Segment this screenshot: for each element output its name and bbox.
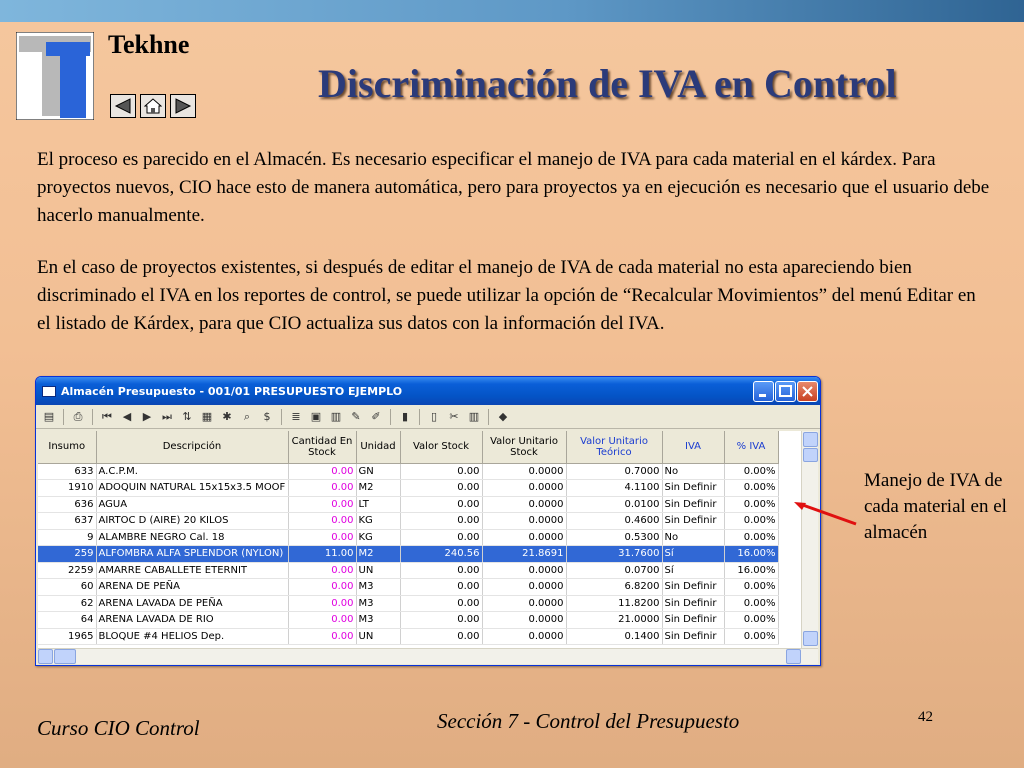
cell-descripcion[interactable]: ALAMBRE NEGRO Cal. 18 <box>96 529 288 546</box>
footer-section: Sección 7 - Control del Presupuesto <box>437 709 740 733</box>
cell-unidad[interactable]: UN <box>356 628 400 645</box>
cell-iva[interactable]: Sin Definir <box>662 480 724 497</box>
top-gradient-bar <box>0 0 1024 22</box>
cell-iva[interactable]: No <box>662 529 724 546</box>
cell-unidad[interactable]: M3 <box>356 612 400 629</box>
cell-cantidad[interactable]: 0.00 <box>288 463 356 480</box>
cell-pct-iva[interactable]: 0.00% <box>724 595 778 612</box>
table-row[interactable] <box>38 612 778 629</box>
cell-descripcion[interactable]: ARENA LAVADA DE PEÑA <box>96 595 288 612</box>
table-header <box>38 431 778 463</box>
window-icon <box>42 386 56 397</box>
cell-descripcion[interactable]: AGUA <box>96 496 288 513</box>
cell-iva[interactable]: Sin Definir <box>662 628 724 645</box>
table-row[interactable] <box>38 595 778 612</box>
col-unidad[interactable]: Unidad <box>356 431 400 463</box>
cell-cantidad[interactable]: 0.00 <box>288 529 356 546</box>
pencil-icon[interactable]: ✐ <box>371 410 381 423</box>
cell-unidad[interactable]: M2 <box>356 480 400 497</box>
cell-cantidad[interactable]: 0.00 <box>288 562 356 579</box>
previous-slide-button[interactable] <box>110 94 136 118</box>
currency-icon[interactable]: $ <box>263 410 271 423</box>
cell-valor-unitario-teorico[interactable]: 0.0100 <box>566 496 662 513</box>
cell-valor-stock[interactable]: 0.00 <box>400 513 482 530</box>
open-icon[interactable]: ▤ <box>43 410 55 423</box>
footer-course: Curso CIO Control <box>37 716 200 740</box>
scroll-left-icon[interactable] <box>38 649 53 664</box>
col-valor-unitario-stock[interactable]: Valor Unitario Stock <box>482 431 566 463</box>
cell-iva[interactable]: Sin Definir <box>662 579 724 596</box>
cell-cantidad[interactable]: 0.00 <box>288 628 356 645</box>
cell-insumo[interactable]: 62 <box>38 595 96 612</box>
cell-valor-unitario-stock[interactable]: 21.8691 <box>482 546 566 563</box>
next-record-icon[interactable]: ▶ <box>142 410 152 423</box>
cell-unidad[interactable]: UN <box>356 562 400 579</box>
triangle-right-icon <box>174 98 192 114</box>
maximize-button[interactable] <box>775 381 796 402</box>
window-title-bar[interactable] <box>36 377 820 405</box>
cell-cantidad[interactable]: 0.00 <box>288 480 356 497</box>
close-icon <box>798 382 817 401</box>
table-row[interactable] <box>38 496 778 513</box>
cell-valor-stock[interactable]: 0.00 <box>400 579 482 596</box>
col-insumo[interactable]: Insumo <box>38 431 96 463</box>
cell-valor-unitario-teorico[interactable]: 0.1400 <box>566 628 662 645</box>
cell-valor-unitario-stock[interactable]: 0.0000 <box>482 529 566 546</box>
cell-insumo[interactable]: 64 <box>38 612 96 629</box>
cell-valor-stock[interactable]: 0.00 <box>400 529 482 546</box>
cell-insumo[interactable]: 1910 <box>38 480 96 497</box>
cell-valor-stock[interactable]: 240.56 <box>400 546 482 563</box>
cell-pct-iva[interactable]: 0.00% <box>724 628 778 645</box>
cell-unidad[interactable]: M2 <box>356 546 400 563</box>
first-record-icon[interactable]: ⏮ <box>102 409 112 423</box>
cell-iva[interactable]: Sin Definir <box>662 513 724 530</box>
graduation-cap-icon[interactable]: ◆ <box>498 410 508 423</box>
cell-unidad[interactable]: GN <box>356 463 400 480</box>
cell-valor-unitario-stock[interactable]: 0.0000 <box>482 612 566 629</box>
table-body <box>38 463 778 645</box>
cell-descripcion[interactable]: ALFOMBRA ALFA SPLENDOR (NYLON) <box>96 546 288 563</box>
house-icon <box>144 98 162 114</box>
previous-record-icon[interactable]: ◀ <box>122 410 132 423</box>
cell-valor-unitario-stock[interactable]: 0.0000 <box>482 595 566 612</box>
tools-icon[interactable]: ✱ <box>222 410 232 423</box>
slide-navigation <box>110 94 196 118</box>
cell-valor-stock[interactable]: 0.00 <box>400 463 482 480</box>
cell-valor-stock[interactable]: 0.00 <box>400 595 482 612</box>
cell-insumo[interactable]: 9 <box>38 529 96 546</box>
cell-valor-unitario-teorico[interactable]: 11.8200 <box>566 595 662 612</box>
cell-descripcion[interactable]: AMARRE CABALLETE ETERNIT <box>96 562 288 579</box>
brand-name: Tekhne <box>108 30 190 59</box>
cell-valor-unitario-teorico[interactable]: 31.7600 <box>566 546 662 563</box>
cell-unidad[interactable]: KG <box>356 529 400 546</box>
cell-cantidad[interactable]: 0.00 <box>288 579 356 596</box>
cut-icon[interactable]: ✂ <box>449 410 459 423</box>
minimize-button[interactable] <box>753 381 774 402</box>
cell-iva[interactable]: Sin Definir <box>662 612 724 629</box>
cell-valor-unitario-stock[interactable]: 0.0000 <box>482 463 566 480</box>
col-cantidad[interactable]: Cantidad En Stock <box>288 431 356 463</box>
triangle-left-icon <box>114 98 132 114</box>
cell-valor-stock[interactable]: 0.00 <box>400 480 482 497</box>
table-row[interactable] <box>38 513 778 530</box>
window-title: Almacén Presupuesto - 001/01 PRESUPUESTO EJEMPLO <box>61 384 403 398</box>
zoom-icon[interactable]: ⌕ <box>243 409 251 423</box>
print-icon[interactable]: ⎙ <box>73 409 83 423</box>
cell-iva[interactable]: Sí <box>662 546 724 563</box>
almacen-window <box>35 376 821 666</box>
cell-insumo[interactable]: 1965 <box>38 628 96 645</box>
cell-pct-iva[interactable]: 0.00% <box>724 496 778 513</box>
annotation-arrow <box>790 500 860 526</box>
cell-insumo[interactable]: 60 <box>38 579 96 596</box>
col-iva[interactable]: IVA <box>662 431 724 463</box>
scroll-right-icon[interactable] <box>786 649 801 664</box>
close-button[interactable] <box>797 381 818 402</box>
window-toolbar <box>36 405 820 429</box>
cell-unidad[interactable]: M3 <box>356 595 400 612</box>
cell-iva[interactable]: Sin Definir <box>662 496 724 513</box>
cell-valor-unitario-teorico[interactable]: 6.8200 <box>566 579 662 596</box>
scroll-down-icon[interactable] <box>803 631 818 646</box>
cell-valor-stock[interactable]: 0.00 <box>400 628 482 645</box>
table-row[interactable] <box>38 579 778 596</box>
cell-pct-iva[interactable]: 0.00% <box>724 513 778 530</box>
cell-unidad[interactable]: M3 <box>356 579 400 596</box>
cell-cantidad[interactable]: 0.00 <box>288 513 356 530</box>
cell-iva[interactable]: Sin Definir <box>662 595 724 612</box>
cell-descripcion[interactable]: ARENA LAVADA DE RIO <box>96 612 288 629</box>
cell-valor-stock[interactable]: 0.00 <box>400 562 482 579</box>
minimize-icon <box>754 382 773 401</box>
cell-insumo[interactable]: 637 <box>38 513 96 530</box>
book-icon[interactable]: ▮ <box>401 410 409 423</box>
table-row[interactable] <box>38 463 778 480</box>
slide-title: Discriminación de IVA en Control <box>318 61 897 106</box>
table-row[interactable] <box>38 529 778 546</box>
col-valor-stock[interactable]: Valor Stock <box>400 431 482 463</box>
next-slide-button[interactable] <box>170 94 196 118</box>
sort-icon[interactable]: ⇅ <box>182 410 192 423</box>
cell-valor-unitario-teorico[interactable]: 0.5300 <box>566 529 662 546</box>
cell-insumo[interactable]: 259 <box>38 546 96 563</box>
cell-pct-iva[interactable]: 0.00% <box>724 480 778 497</box>
maximize-icon <box>776 382 795 401</box>
chart-icon[interactable]: ▥ <box>330 410 342 423</box>
cell-valor-unitario-stock[interactable]: 0.0000 <box>482 562 566 579</box>
kardex-grid[interactable] <box>38 431 818 648</box>
cell-pct-iva[interactable]: 0.00% <box>724 463 778 480</box>
filter-icon[interactable]: ▦ <box>201 410 213 423</box>
cell-pct-iva[interactable]: 16.00% <box>724 546 778 563</box>
cell-insumo[interactable]: 633 <box>38 463 96 480</box>
paragraph-almacen: El proceso es parecido en el Almacén. Es necesario especificar el manejo de IVA para cada material en el kárdex. Para proyectos nuevos, CIO hace esto de manera automática, pero para proyectos ya en ejecución es necesario que el usuario debe hacerlo manualmente. <box>37 149 990 226</box>
cell-descripcion[interactable]: A.C.P.M. <box>96 463 288 480</box>
cell-valor-unitario-stock[interactable]: 0.0000 <box>482 579 566 596</box>
calendar-icon[interactable]: ▣ <box>310 410 322 423</box>
cell-valor-unitario-stock[interactable]: 0.0000 <box>482 496 566 513</box>
page-number: 42 <box>918 709 933 725</box>
cell-pct-iva[interactable]: 0.00% <box>724 529 778 546</box>
cell-descripcion[interactable]: BLOQUE #4 HELIOS Dep. <box>96 628 288 645</box>
cell-pct-iva[interactable]: 16.00% <box>724 562 778 579</box>
cell-insumo[interactable]: 636 <box>38 496 96 513</box>
new-document-icon[interactable]: ▯ <box>430 410 438 423</box>
cell-descripcion[interactable]: ADOQUIN NATURAL 15x15x3.5 MOOF <box>96 480 288 497</box>
table-row[interactable] <box>38 562 778 579</box>
kardex-table <box>38 431 779 645</box>
col-valor-unitario-teorico[interactable]: Valor Unitario Teórico <box>566 431 662 463</box>
cell-valor-unitario-teorico[interactable]: 0.7000 <box>566 463 662 480</box>
edit-icon[interactable]: ✎ <box>351 410 361 423</box>
cell-valor-unitario-stock[interactable]: 0.0000 <box>482 480 566 497</box>
horizontal-scroll-thumb[interactable] <box>54 649 76 664</box>
cell-valor-stock[interactable]: 0.00 <box>400 612 482 629</box>
cell-pct-iva[interactable]: 0.00% <box>724 579 778 596</box>
cell-iva[interactable]: Sí <box>662 562 724 579</box>
cell-cantidad[interactable]: 11.00 <box>288 546 356 563</box>
cell-cantidad[interactable]: 0.00 <box>288 496 356 513</box>
cell-cantidad[interactable]: 0.00 <box>288 595 356 612</box>
col-descripcion[interactable]: Descripción <box>96 431 288 463</box>
cell-valor-stock[interactable]: 0.00 <box>400 496 482 513</box>
cell-valor-unitario-teorico[interactable]: 4.1100 <box>566 480 662 497</box>
table-row[interactable] <box>38 546 778 563</box>
vertical-scrollbar[interactable] <box>801 431 818 648</box>
cell-valor-unitario-teorico[interactable]: 0.4600 <box>566 513 662 530</box>
cell-insumo[interactable]: 2259 <box>38 562 96 579</box>
horizontal-scrollbar[interactable] <box>38 648 818 664</box>
list-icon[interactable]: ≣ <box>291 410 301 423</box>
cell-descripcion[interactable]: AIRTOC D (AIRE) 20 KILOS <box>96 513 288 530</box>
cell-pct-iva[interactable]: 0.00% <box>724 612 778 629</box>
cell-cantidad[interactable]: 0.00 <box>288 612 356 629</box>
cell-valor-unitario-stock[interactable]: 0.0000 <box>482 513 566 530</box>
annotation-text: Manejo de IVA de cada material en el almacén <box>864 470 1007 543</box>
cell-valor-unitario-stock[interactable]: 0.0000 <box>482 628 566 645</box>
cell-descripcion[interactable]: ARENA DE PEÑA <box>96 579 288 596</box>
col-pct-iva[interactable]: % IVA <box>724 431 778 463</box>
cell-valor-unitario-teorico[interactable]: 0.0700 <box>566 562 662 579</box>
cell-iva[interactable]: No <box>662 463 724 480</box>
cell-unidad[interactable]: LT <box>356 496 400 513</box>
table-row[interactable] <box>38 480 778 497</box>
cell-unidad[interactable]: KG <box>356 513 400 530</box>
table-row[interactable] <box>38 628 778 645</box>
delete-icon[interactable]: ▥ <box>468 410 480 423</box>
home-button[interactable] <box>140 94 166 118</box>
scroll-up-icon[interactable] <box>803 432 818 447</box>
scroll-thumb[interactable] <box>803 448 818 462</box>
cell-valor-unitario-teorico[interactable]: 21.0000 <box>566 612 662 629</box>
last-record-icon[interactable]: ⏭ <box>162 409 172 423</box>
tekhne-logo <box>16 32 94 120</box>
paragraph-recalcular: En el caso de proyectos existentes, si después de editar el manejo de IVA de cada material no esta apareciendo bien discriminado el IVA en los reportes de control, se puede utilizar la opción de “Recalcular Movimientos” del menú Editar en el listado de Kárdex, para que CIO actualiza sus datos con la información del IVA. <box>37 257 976 334</box>
